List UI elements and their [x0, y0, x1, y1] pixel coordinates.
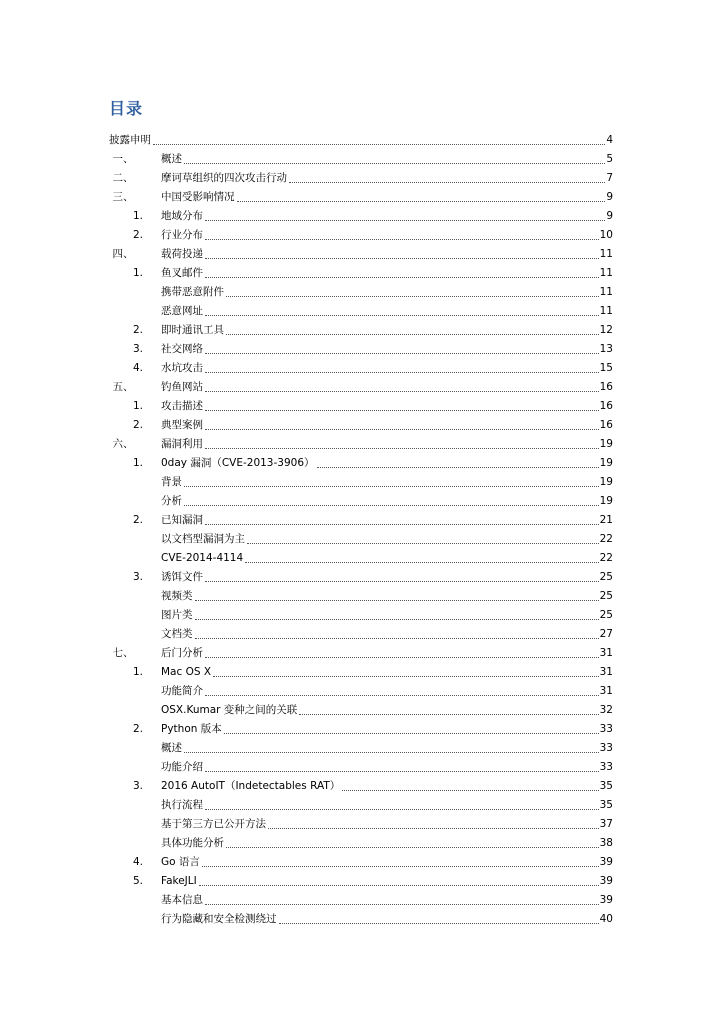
toc-leader-dots: [184, 485, 599, 487]
toc-entry[interactable]: [109, 698, 613, 717]
toc-entry-number: 1.: [132, 210, 144, 222]
toc-entry-number: 4.: [132, 856, 144, 868]
toc-entry-body: [109, 267, 613, 280]
toc-entry-number: 3.: [132, 571, 144, 583]
toc-entry-number: 1.: [132, 267, 144, 279]
toc-leader-dots: [195, 618, 599, 620]
toc-entry-page-number: 25: [599, 590, 613, 602]
toc-leader-dots: [237, 200, 606, 202]
toc-entry-number: 二、: [112, 172, 134, 184]
toc-leader-dots: [195, 599, 599, 601]
toc-entry-text: OSX.Kumar 变种之间的关联: [161, 704, 298, 716]
toc-entry-body: [109, 476, 613, 489]
toc-entry-number: 1.: [132, 666, 144, 678]
toc-entry-number: 五、: [112, 381, 134, 393]
toc-entry-body: [109, 400, 613, 413]
toc-entry-text: 2016 AutoIT（Indetectables RAT）: [161, 780, 341, 792]
toc-entry-page-number: 11: [599, 248, 613, 260]
toc-entry-page-number: 31: [599, 647, 613, 659]
toc-entry-text: 图片类: [161, 609, 193, 621]
toc-entry-body: [109, 134, 613, 147]
toc-entry-body: [109, 153, 613, 166]
toc-entry-page-number: 33: [599, 723, 613, 735]
toc-entry-page-number: 27: [599, 628, 613, 640]
toc-entry-number: 一、: [112, 153, 134, 165]
toc-entry-body: [109, 875, 613, 888]
toc-entry-page-number: 25: [599, 571, 613, 583]
toc-entry-page-number: 5: [606, 153, 613, 165]
toc-leader-dots: [202, 865, 599, 867]
toc-entry[interactable]: [109, 831, 613, 850]
toc-entry[interactable]: [109, 470, 613, 489]
toc-entry-text: 0day 漏洞（CVE-2013-3906）: [161, 457, 315, 469]
toc-entry-body: [109, 552, 613, 565]
toc-entry-text: 水坑攻击: [161, 362, 203, 374]
toc-entry[interactable]: [109, 622, 613, 641]
toc-leader-dots: [205, 523, 599, 525]
toc-leader-dots: [205, 276, 599, 278]
toc-leader-dots: [317, 466, 599, 468]
toc-entry-body: [109, 191, 613, 204]
toc-entry-page-number: 32: [599, 704, 613, 716]
toc-entry-page-number: 39: [599, 856, 613, 868]
toc-entry[interactable]: [109, 869, 613, 888]
toc-entry[interactable]: [109, 907, 613, 926]
toc-entry[interactable]: [109, 451, 613, 470]
toc-entry-text: 恶意网址: [161, 305, 203, 317]
toc-leader-dots: [205, 238, 599, 240]
toc-entry[interactable]: [109, 641, 613, 660]
toc-entry-body: [109, 438, 613, 451]
toc-entry-body: [109, 704, 613, 717]
toc-entry-text: 以文档型漏洞为主: [161, 533, 245, 545]
toc-entry-page-number: 35: [599, 799, 613, 811]
toc-entry-text: 摩诃草组织的四次攻击行动: [161, 172, 287, 184]
toc-leader-dots: [205, 352, 599, 354]
toc-entry-body: [109, 647, 613, 660]
toc-entry-body: [109, 533, 613, 546]
toc-leader-dots: [279, 922, 599, 924]
toc-entry-page-number: 4: [606, 134, 613, 146]
toc-entry-body: [109, 210, 613, 223]
toc-entry-number: 3.: [132, 780, 144, 792]
toc-entry-page-number: 19: [599, 457, 613, 469]
toc-leader-dots: [205, 428, 599, 430]
toc-entry-text: Python 版本: [161, 723, 222, 735]
toc-entry-body: [109, 172, 613, 185]
toc-entry[interactable]: [109, 812, 613, 831]
toc-entry-body: [109, 742, 613, 755]
toc-entry[interactable]: [109, 584, 613, 603]
toc-entry[interactable]: [109, 508, 613, 527]
toc-entry-page-number: 22: [599, 552, 613, 564]
toc-entry-number: 1.: [132, 457, 144, 469]
toc-entry[interactable]: [109, 413, 613, 432]
toc-entry-page-number: 11: [599, 305, 613, 317]
toc-entry-text: 分析: [161, 495, 182, 507]
toc-entry-text: 已知漏洞: [161, 514, 203, 526]
toc-entry-body: [109, 685, 613, 698]
toc-entry-page-number: 16: [599, 400, 613, 412]
toc-leader-dots: [268, 827, 599, 829]
toc-entry-number: 2.: [132, 324, 144, 336]
toc-leader-dots: [247, 542, 599, 544]
toc-entry-text: 文档类: [161, 628, 193, 640]
toc-entry-body: [109, 761, 613, 774]
toc-entry[interactable]: [109, 527, 613, 546]
toc-entry[interactable]: [109, 280, 613, 299]
toc-entry-body: [109, 666, 613, 679]
toc-list: [109, 128, 613, 926]
toc-entry-page-number: 38: [599, 837, 613, 849]
toc-entry-page-number: 13: [599, 343, 613, 355]
toc-entry[interactable]: [109, 356, 613, 375]
toc-entry[interactable]: [109, 660, 613, 679]
toc-entry-body: [109, 780, 613, 793]
toc-leader-dots: [205, 409, 599, 411]
toc-entry-text: 社交网络: [161, 343, 203, 355]
toc-leader-dots: [299, 713, 598, 715]
toc-entry-text: 漏洞利用: [161, 438, 203, 450]
toc-entry-text: 披露申明: [109, 134, 151, 146]
toc-entry-text: 行为隐藏和安全检测绕过: [161, 913, 277, 925]
toc-leader-dots: [226, 846, 599, 848]
toc-entry[interactable]: [109, 679, 613, 698]
toc-leader-dots: [205, 314, 599, 316]
toc-leader-dots: [205, 219, 605, 221]
toc-entry-body: [109, 514, 613, 527]
toc-entry[interactable]: [109, 375, 613, 394]
toc-entry-page-number: 31: [599, 685, 613, 697]
toc-entry-text: 功能简介: [161, 685, 203, 697]
toc-entry-number: 5.: [132, 875, 144, 887]
toc-entry-page-number: 21: [599, 514, 613, 526]
toc-entry-body: [109, 248, 613, 261]
toc-entry-body: [109, 837, 613, 850]
toc-entry-page-number: 7: [606, 172, 613, 184]
toc-entry-body: [109, 571, 613, 584]
toc-leader-dots: [289, 181, 605, 183]
toc-entry-body: [109, 381, 613, 394]
toc-entry[interactable]: [109, 394, 613, 413]
toc-entry-number: 2.: [132, 419, 144, 431]
toc-entry[interactable]: [109, 489, 613, 508]
toc-entry-body: [109, 457, 613, 470]
toc-entry[interactable]: [109, 565, 613, 584]
toc-leader-dots: [205, 580, 599, 582]
toc-leader-dots: [245, 561, 598, 563]
toc-entry-text: 携带恶意附件: [161, 286, 224, 298]
toc-entry-text: 后门分析: [161, 647, 203, 659]
toc-entry-number: 六、: [112, 438, 134, 450]
toc-leader-dots: [184, 504, 599, 506]
toc-entry[interactable]: [109, 432, 613, 451]
toc-entry-page-number: 40: [599, 913, 613, 925]
toc-entry-body: [109, 856, 613, 869]
toc-entry-page-number: 19: [599, 438, 613, 450]
toc-entry[interactable]: [109, 337, 613, 356]
toc-entry[interactable]: [109, 185, 613, 204]
toc-entry-page-number: 25: [599, 609, 613, 621]
toc-entry[interactable]: [109, 261, 613, 280]
toc-entry[interactable]: [109, 242, 613, 261]
toc-entry[interactable]: [109, 774, 613, 793]
toc-entry-text: 地域分布: [161, 210, 203, 222]
toc-entry-page-number: 39: [599, 875, 613, 887]
toc-entry-text: 行业分布: [161, 229, 203, 241]
toc-leader-dots: [205, 656, 599, 658]
toc-entry-page-number: 16: [599, 419, 613, 431]
toc-leader-dots: [205, 808, 599, 810]
toc-entry-page-number: 19: [599, 476, 613, 488]
toc-entry-page-number: 16: [599, 381, 613, 393]
toc-entry-text: 中国受影响情况: [161, 191, 235, 203]
toc-entry-number: 四、: [112, 248, 134, 260]
toc-entry[interactable]: [109, 546, 613, 565]
toc-entry[interactable]: [109, 793, 613, 812]
toc-entry-body: [109, 419, 613, 432]
toc-entry[interactable]: [109, 888, 613, 907]
toc-entry-page-number: 39: [599, 894, 613, 906]
toc-entry-page-number: 15: [599, 362, 613, 374]
toc-entry-number: 三、: [112, 191, 134, 203]
toc-entry-text: 背景: [161, 476, 182, 488]
toc-entry-page-number: 11: [599, 267, 613, 279]
toc-leader-dots: [342, 789, 598, 791]
toc-entry-page-number: 31: [599, 666, 613, 678]
toc-leader-dots: [226, 333, 599, 335]
toc-entry-body: [109, 495, 613, 508]
toc-entry-body: [109, 913, 613, 926]
toc-entry[interactable]: [109, 128, 613, 147]
toc-entry-page-number: 11: [599, 286, 613, 298]
toc-entry-text: CVE-2014-4114: [161, 552, 244, 564]
toc-leader-dots: [184, 751, 599, 753]
toc-entry-body: [109, 628, 613, 641]
toc-entry-page-number: 33: [599, 761, 613, 773]
toc-entry-body: [109, 343, 613, 356]
toc-entry-text: FakeJLI: [161, 875, 197, 887]
toc-entry-number: 2.: [132, 514, 144, 526]
toc-entry-text: 鱼叉邮件: [161, 267, 203, 279]
toc-entry-number: 3.: [132, 343, 144, 355]
toc-entry[interactable]: [109, 147, 613, 166]
toc-entry-text: 诱饵文件: [161, 571, 203, 583]
toc-entry[interactable]: [109, 603, 613, 622]
toc-entry-text: 基于第三方已公开方法: [161, 818, 266, 830]
toc-entry-body: [109, 324, 613, 337]
toc-entry[interactable]: [109, 204, 613, 223]
toc-leader-dots: [205, 371, 599, 373]
toc-entry-text: 载荷投递: [161, 248, 203, 260]
toc-entry-body: [109, 723, 613, 736]
toc-entry[interactable]: [109, 223, 613, 242]
toc-entry-page-number: 12: [599, 324, 613, 336]
toc-entry-text: Mac OS X: [161, 666, 212, 678]
toc-entry-text: 视频类: [161, 590, 193, 602]
toc-entry-text: 即时通讯工具: [161, 324, 224, 336]
toc-entry-text: 执行流程: [161, 799, 203, 811]
toc-leader-dots: [184, 162, 605, 164]
toc-entry-text: 概述: [161, 153, 182, 165]
toc-entry-page-number: 10: [599, 229, 613, 241]
toc-leader-dots: [205, 447, 599, 449]
toc-leader-dots: [226, 295, 599, 297]
toc-entry-text: 攻击描述: [161, 400, 203, 412]
toc-entry-page-number: 35: [599, 780, 613, 792]
toc-entry-body: [109, 590, 613, 603]
toc-entry-text: 典型案例: [161, 419, 203, 431]
toc-leader-dots: [205, 390, 599, 392]
toc-entry-page-number: 22: [599, 533, 613, 545]
toc-entry-text: 基本信息: [161, 894, 203, 906]
toc-entry-text: 概述: [161, 742, 182, 754]
toc-entry-page-number: 9: [606, 210, 613, 222]
toc-leader-dots: [205, 903, 599, 905]
toc-entry-body: [109, 286, 613, 299]
toc-entry-body: [109, 894, 613, 907]
toc-entry[interactable]: [109, 717, 613, 736]
toc-entry-page-number: 9: [606, 191, 613, 203]
toc-entry-body: [109, 818, 613, 831]
toc-entry-body: [109, 362, 613, 375]
toc-leader-dots: [153, 143, 605, 145]
toc-entry-number: 1.: [132, 400, 144, 412]
toc-leader-dots: [205, 257, 599, 259]
toc-entry-text: Go 语言: [161, 856, 200, 868]
toc-entry[interactable]: [109, 755, 613, 774]
toc-entry-page-number: 33: [599, 742, 613, 754]
toc-entry[interactable]: [109, 166, 613, 185]
toc-entry-number: 七、: [112, 647, 134, 659]
toc-leader-dots: [213, 675, 599, 677]
toc-leader-dots: [199, 884, 599, 886]
toc-entry-text: 具体功能分析: [161, 837, 224, 849]
toc-leader-dots: [205, 694, 599, 696]
toc-entry[interactable]: [109, 736, 613, 755]
toc-entry-text: 钓鱼网站: [161, 381, 203, 393]
toc-leader-dots: [224, 732, 599, 734]
toc-entry-number: 2.: [132, 229, 144, 241]
toc-entry-number: 4.: [132, 362, 144, 374]
toc-entry-text: 功能介绍: [161, 761, 203, 773]
toc-entry-body: [109, 229, 613, 242]
toc-entry-page-number: 19: [599, 495, 613, 507]
toc-entry-body: [109, 609, 613, 622]
toc-entry[interactable]: [109, 318, 613, 337]
toc-leader-dots: [195, 637, 599, 639]
toc-entry-page-number: 37: [599, 818, 613, 830]
toc-leader-dots: [205, 770, 599, 772]
toc-entry[interactable]: [109, 850, 613, 869]
toc-entry-body: [109, 305, 613, 318]
toc-entry-body: [109, 799, 613, 812]
toc-entry[interactable]: [109, 299, 613, 318]
toc-title: 目录: [109, 99, 144, 118]
toc-entry-number: 2.: [132, 723, 144, 735]
